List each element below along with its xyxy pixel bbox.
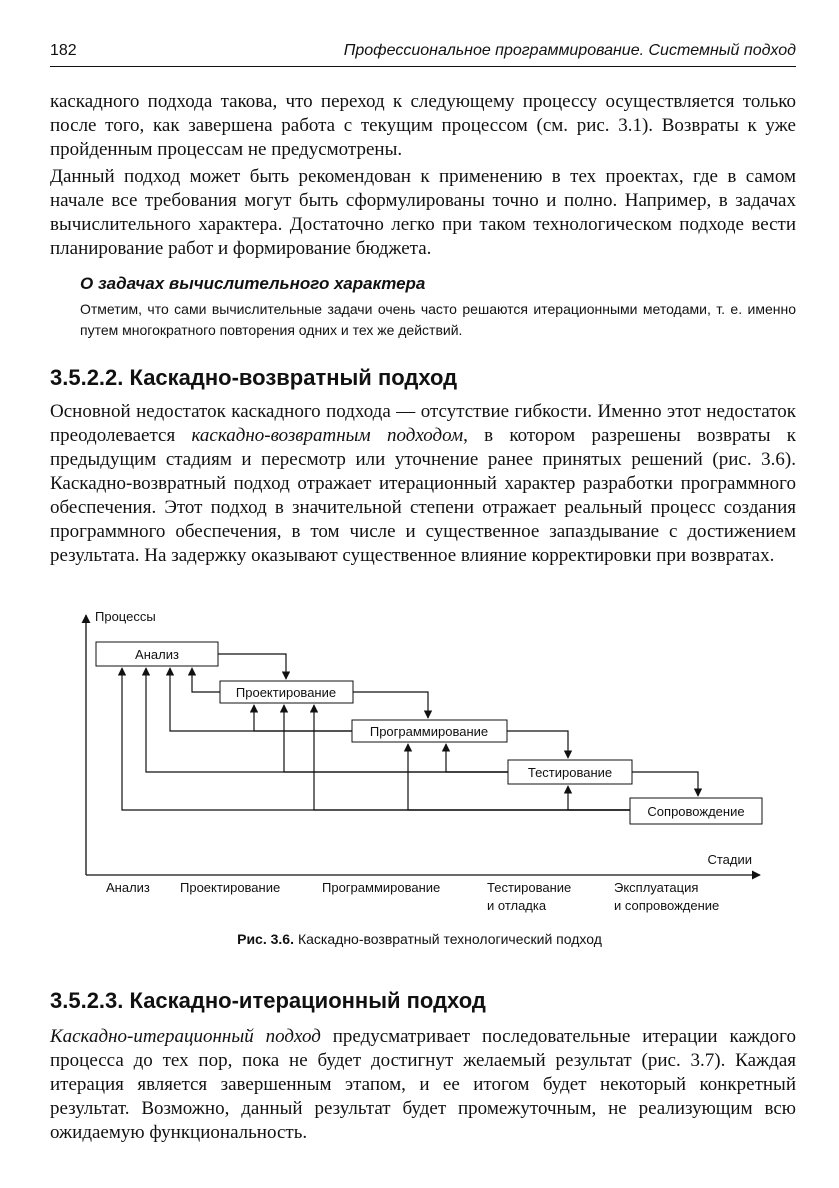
stage-label-programming: Программирование <box>322 880 441 895</box>
note-title: О задачах вычислительного характера <box>80 274 426 293</box>
section-3-paragraph: Каскадно-итерационный подход предусматривает последовательные итерации каждого процесса до тех пор, пока не будет достигнут желаемый результат (рис. 3.7). Каждая итерация является завершенным этапом, и ее итогом будет некоторый конкретный результат. Возможно, данный результат будет промежуточным, не реализующим всю ожидаемую функциональность. <box>50 1026 797 1143</box>
intro-paragraph-1: каскадного подхода такова, что переход к следующему процессу осуществляется только после того, как завершена работа с текущим процессом (см. рис. 3.1). Возвраты к уже пройденным процессам не предусмотрены. <box>50 91 796 160</box>
running-title: Профессиональное программирование. Системный подход <box>343 42 796 59</box>
x-axis-label: Стадии <box>707 852 752 867</box>
process-label-maintenance: Сопровождение <box>647 804 745 819</box>
y-axis-label: Процессы <box>95 609 156 624</box>
process-label-programming: Программирование <box>369 724 489 739</box>
page-number: 182 <box>50 42 77 59</box>
section-heading-cascade-iteration: 3.5.2.3. Каскадно-итерационный подход <box>50 988 486 1013</box>
intro-paragraph-2: Данный подход может быть рекомендован к применению в тех проектах, где в самом начале все требования могут быть сформулированы точно и полно. Например, в задачах вычислительного характера. Достаточно легко при таком технологическом подходе вести планирование работ и формирование бюджета. <box>50 166 796 259</box>
stage-label-analysis: Анализ <box>106 880 150 895</box>
header-rule <box>50 66 796 67</box>
process-label-testing: Тестирование <box>527 765 613 780</box>
note-text: Отметим, что сами вычислительные задачи очень часто решаются итерационными методами, т. е. именно путем многократного повторения одних и тех же действий. <box>80 301 796 338</box>
process-label-design: Проектирование <box>235 685 337 700</box>
stage-label-operation: Эксплуатация <box>614 880 699 895</box>
stage-label-operation-sub: и сопровождение <box>614 898 720 913</box>
stage-label-testing-sub: и отладка <box>487 898 547 913</box>
section-heading-cascade-return: 3.5.2.2. Каскадно-возвратный подход <box>50 365 458 390</box>
stage-label-testing: Тестирование <box>487 880 572 895</box>
process-label-analysis: Анализ <box>135 647 179 662</box>
figure-cascade-return-diagram <box>0 600 839 930</box>
section-2-paragraph: Основной недостаток каскадного подхода — отсутствие гибкости. Именно этот недостаток преодолевается каскадно-возвратным подходом, в котором разрешены возвраты к предыдущим стадиям и пересмотр или уточнение ранее принятых решений (рис. 3.6). Каскадно-возвратный подход отражает итерационный характер разработки программного обеспечения. Этот подход в значительной степени отражает реальный процесс создания программного обеспечения, в том числе и существенное запаздывание с достижением результата. На задержку оказывают существенное влияние корректировки при возвратах. <box>50 401 796 566</box>
stage-label-design: Проектирование <box>180 880 281 895</box>
figure-caption: Рис. 3.6. Каскадно-возвратный технологический подход <box>237 931 602 947</box>
